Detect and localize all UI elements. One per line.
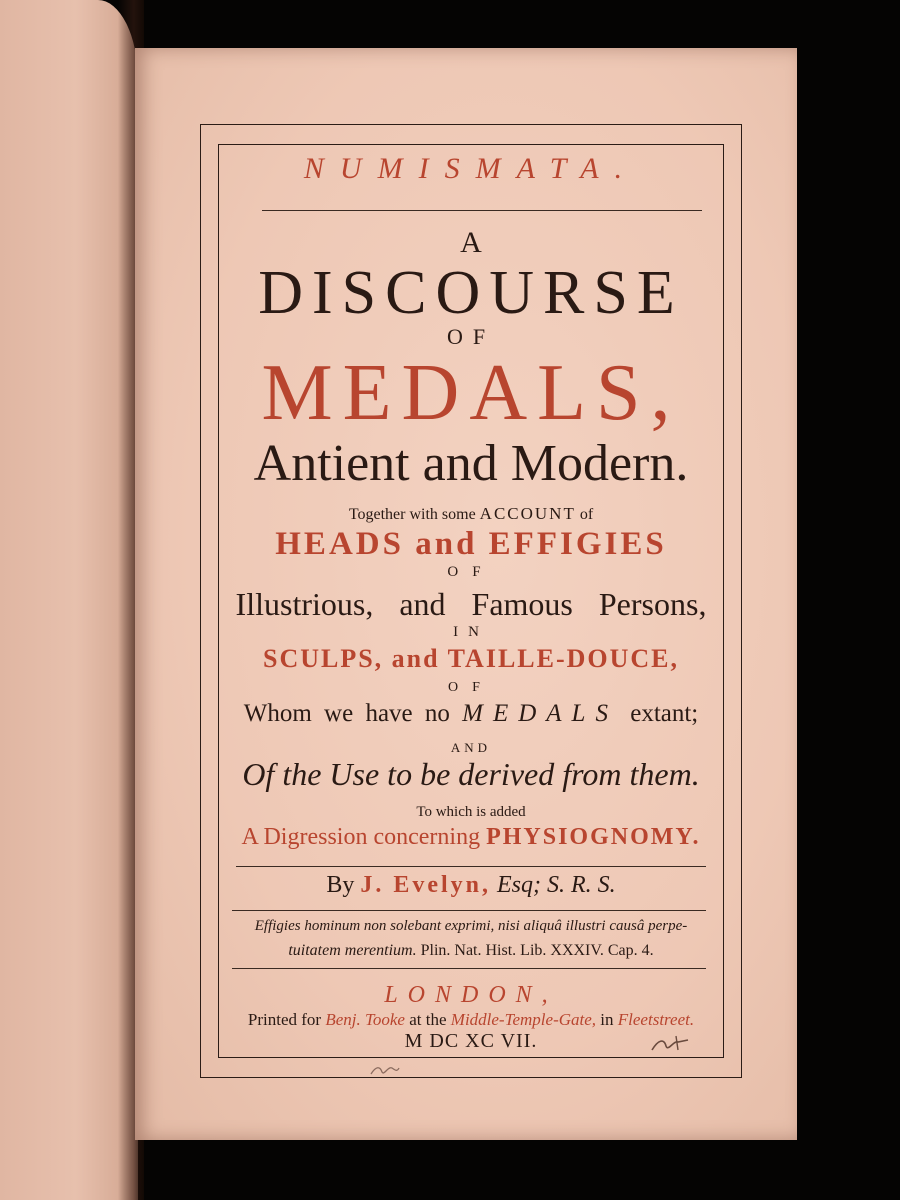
printed-line	[218, 1010, 724, 1030]
printed-text-4: Middle-Temple-Gate,	[450, 1010, 597, 1029]
medals-heading: MEDALS,	[261, 349, 681, 437]
whom-text-1: Whom we have no	[243, 700, 450, 727]
quote-line-1: Effigies hominum non solebant exprimi, nisi aliquâ illustri causâ perpe-	[254, 918, 688, 934]
printed-text-2: Benj. Tooke	[325, 1010, 405, 1029]
printed-text-3: at the	[409, 1010, 447, 1029]
printed-text-5: in	[600, 1010, 614, 1029]
author-by: By	[326, 872, 355, 898]
antient-modern-line: Antient and Modern.	[253, 435, 689, 492]
and-line: AND	[450, 740, 492, 755]
quote-line-2	[218, 942, 724, 960]
handwritten-mark-bottom	[368, 1062, 402, 1078]
header-numismata: NUMISMATA.	[303, 152, 639, 185]
in-line: IN	[453, 624, 489, 640]
whom-line	[218, 700, 724, 728]
together-text-1: Together with some	[348, 506, 476, 523]
quote-text-2: tuitatem merentium.	[288, 942, 417, 959]
digression-text-1: A Digression concerning	[241, 824, 481, 850]
of-line-1: OF	[446, 324, 496, 349]
digression-rule	[236, 866, 706, 867]
author-rule	[232, 910, 706, 911]
line-a: A	[460, 226, 482, 259]
london-line: LONDON,	[384, 982, 558, 1008]
digression-line	[218, 824, 724, 851]
discourse-heading: DISCOURSE	[258, 259, 684, 327]
author-line	[218, 872, 724, 899]
of-line-3: OF	[448, 680, 494, 695]
together-text-2: ACCOUNT	[479, 504, 576, 523]
digression-text-2: PHYSIOGNOMY.	[486, 824, 701, 850]
heads-effigies-line: HEADS and EFFIGIES	[275, 526, 667, 562]
together-text-3: of	[579, 506, 594, 523]
illustrious-line: Illustrious, and Famous Persons,	[235, 586, 707, 622]
author-srs: S. R. S.	[547, 872, 616, 898]
year-line: M DC XC VII.	[404, 1030, 538, 1052]
added-line: To which is added	[416, 804, 526, 820]
header-rule	[262, 210, 702, 211]
whom-text-3: extant;	[630, 700, 699, 727]
quote-citation: Plin. Nat. Hist. Lib. XXXIV. Cap. 4.	[420, 942, 654, 959]
use-line: Of the Use to be derived from them.	[242, 756, 700, 792]
handwritten-mark-right	[648, 1034, 692, 1056]
quote-rule	[232, 968, 706, 969]
of-line-2: OF	[447, 564, 495, 580]
sculps-line: SCULPS, and TAILLE-DOUCE,	[262, 644, 680, 673]
together-line	[218, 504, 724, 524]
printed-text-6: Fleetstreet.	[617, 1010, 695, 1029]
author-esq: Esq;	[497, 872, 542, 898]
whom-text-2: MEDALS	[462, 700, 618, 727]
author-name: J. Evelyn,	[360, 872, 492, 898]
printed-text-1: Printed for	[247, 1010, 322, 1029]
